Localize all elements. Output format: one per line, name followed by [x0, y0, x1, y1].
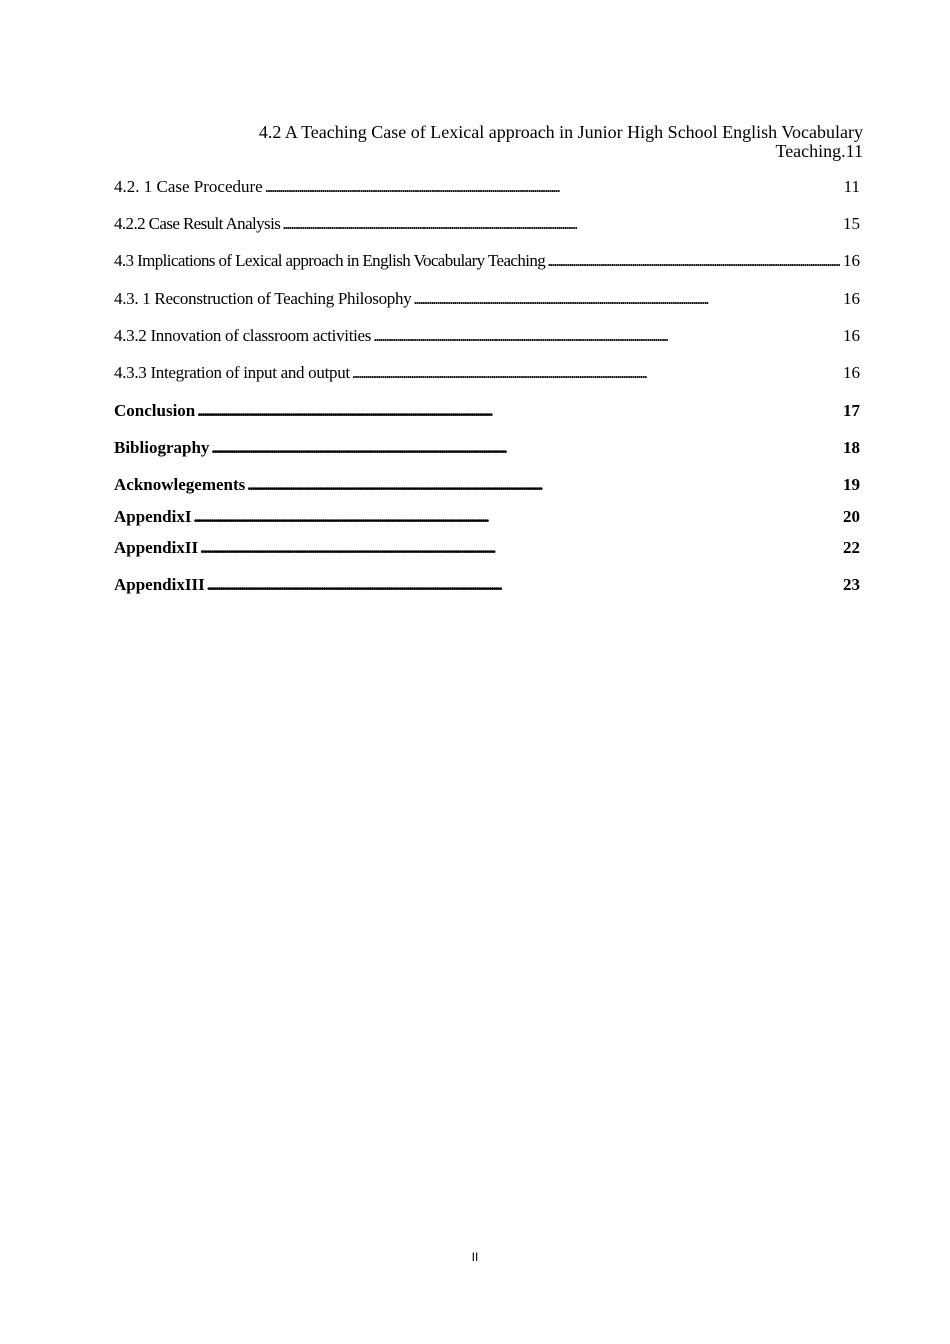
toc-entry-4-2-2	[114, 214, 860, 234]
toc-entry-page: 17	[843, 401, 860, 420]
toc-dot-leader	[282, 214, 840, 234]
toc-entry-page: 20	[843, 507, 860, 526]
toc-dot-leader	[413, 289, 840, 309]
toc-entry-page: 22	[843, 538, 860, 557]
toc-dot-leader	[207, 575, 840, 595]
toc-dot-leader	[247, 475, 840, 495]
toc-entry-page: 16	[843, 326, 860, 345]
toc-entry-label: 4.3 Implications of Lexical approach in English Vocabulary Teaching	[114, 251, 546, 270]
toc-entry-appendix-i	[114, 507, 860, 527]
toc-entry-page: 16	[843, 363, 860, 382]
toc-dot-leader	[197, 401, 840, 421]
toc-entry-label: Conclusion	[114, 401, 196, 420]
toc-entry-4-3	[114, 251, 860, 271]
toc-entry-label: Bibliography	[114, 438, 210, 457]
toc-entry-conclusion	[114, 401, 860, 421]
toc-entry-page: 11	[843, 177, 860, 196]
toc-entry-4-3-1	[114, 289, 860, 309]
toc-entry-4-2-1	[114, 177, 860, 197]
toc-entry-label: Acknowlegements	[114, 475, 246, 494]
toc-entry-label: 4.3. 1 Reconstruction of Teaching Philosophy	[114, 289, 412, 308]
toc-dot-leader	[547, 251, 840, 271]
toc-entry-4-2-line1: 4.2 A Teaching Case of Lexical approach in Junior High School English Vocabulary	[258, 122, 863, 142]
toc-dot-leader	[200, 538, 840, 558]
toc-entry-appendix-iii	[114, 575, 860, 595]
toc-dot-leader	[211, 438, 840, 458]
toc-entry-4-3-2	[114, 326, 860, 346]
toc-entry-page: 16	[843, 251, 860, 270]
toc-entry-label: AppendixI	[114, 507, 192, 526]
toc-entry-page: 15	[843, 214, 860, 233]
toc-entry-label: 4.3.3 Integration of input and output	[114, 363, 350, 382]
toc-entry-page: 19	[843, 475, 860, 494]
toc-entry-4-2-line2: Teaching.11	[775, 141, 863, 161]
footer-page-number: II	[471, 1250, 479, 1264]
toc-entry-4-3-3	[114, 363, 860, 383]
toc-dot-leader	[193, 507, 840, 527]
toc-entry-appendix-ii	[114, 538, 860, 558]
toc-dot-leader	[265, 177, 840, 197]
toc-dot-leader	[373, 326, 840, 346]
toc-entry-4-2	[200, 123, 863, 161]
toc-entry-acknowlegements	[114, 475, 860, 495]
toc-entry-label: 4.2.2 Case Result Analysis	[114, 214, 281, 233]
toc-entry-label: AppendixIII	[114, 575, 205, 594]
toc-entry-page: 18	[843, 438, 860, 457]
toc-entry-page: 23	[843, 575, 860, 594]
toc-entry-page: 16	[843, 289, 860, 308]
toc-entry-label: AppendixII	[114, 538, 199, 557]
toc-dot-leader	[352, 363, 840, 383]
toc-entry-label: 4.3.2 Innovation of classroom activities	[114, 326, 372, 345]
toc-entry-label: 4.2. 1 Case Procedure	[114, 177, 263, 196]
toc-entry-bibliography	[114, 438, 860, 458]
